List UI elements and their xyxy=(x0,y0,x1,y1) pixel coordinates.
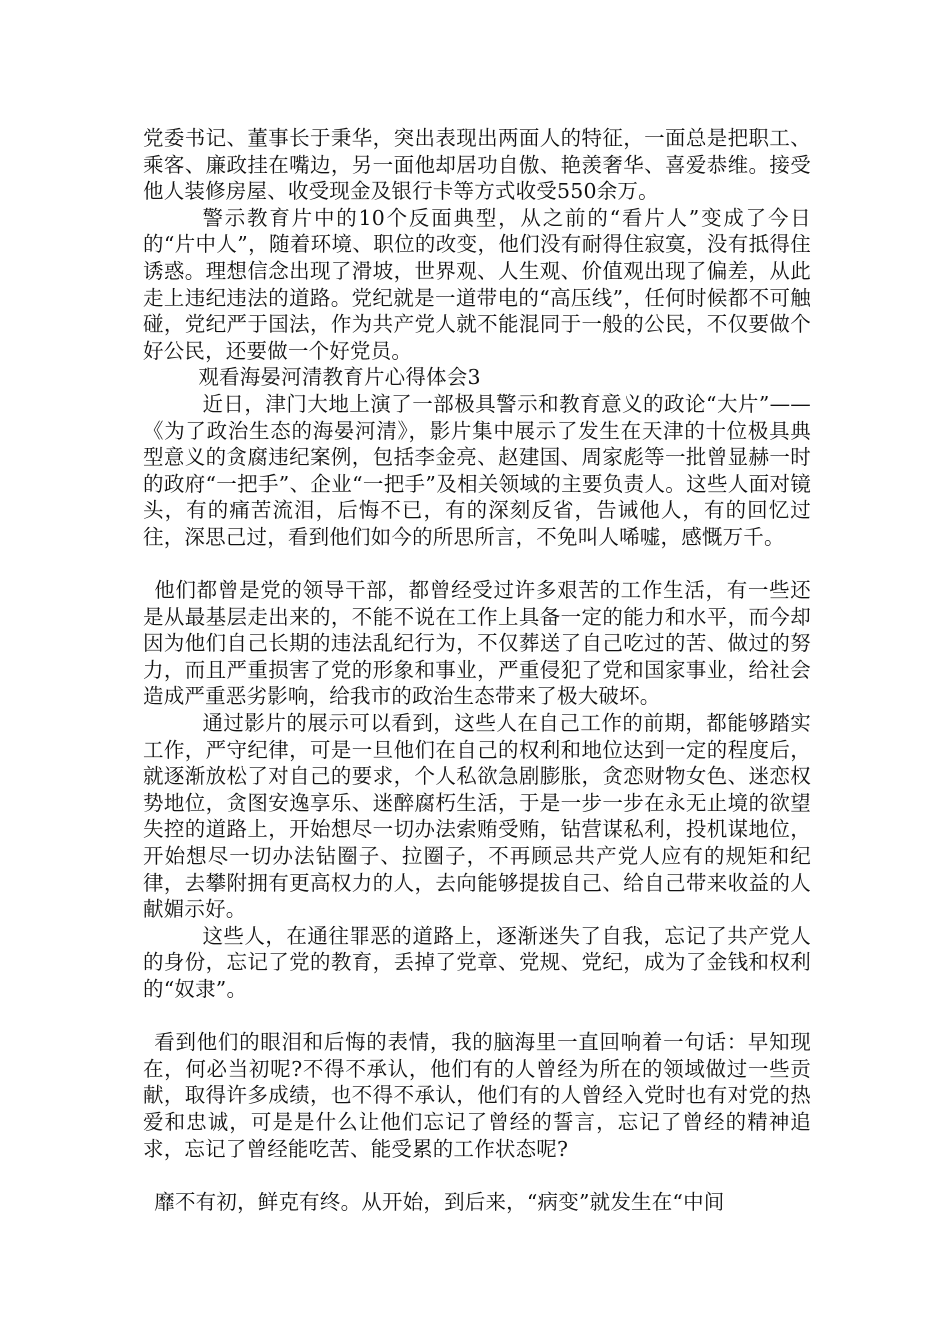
paragraph-8: 靡不有初，鲜克有终。从开始，到后来，“病变”就发生在“中间 xyxy=(154,1189,725,1214)
section-heading: 观看海晏河清教育片心得体会3 xyxy=(198,365,481,390)
paragraph-7: 看到他们的眼泪和后悔的表情，我的脑海里一直回响着一句话：早知现在，何必当初呢?不得不承认，他们有的人曾经为所在的领域做过一些贡献，取得许多成绩，也不得不承认，他们有的人曾经入党时也有对党的热爱和忠诚，可是是什么让他们忘记了曾经的誓言，忘记了曾经的精神追求，忘记了曾经能吃苦、能受累的工作状态呢? xyxy=(143,1030,811,1161)
paragraph-spacer xyxy=(143,1003,811,1030)
paragraph-3: 近日，津门大地上演了一部极具警示和教育意义的政论“大片”——《为了政治生态的海晏河清》，影片集中展示了发生在天津的十位极具典型意义的贪腐违纪案例，包括李金亮、赵建国、周家彪等一批曾显赫一时的政府“一把手”、企业“一把手”及相关领域的主要负责人。这些人面对镜头，有的痛苦流泪，后悔不已，有的深刻反省，告诫他人，有的回忆过往，深思己过，看到他们如今的所思所言，不免叫人唏嘘，感慨万千。 xyxy=(143,391,811,549)
paragraph-6: 这些人，在通往罪恶的道路上，逐渐迷失了自我，忘记了共产党人的身份，忘记了党的教育，丢掉了党章、党规、党纪，成为了金钱和权利的“奴隶”。 xyxy=(143,923,811,1001)
paragraph-4: 他们都曾是党的领导干部，都曾经受过许多艰苦的工作生活，有一些还是从最基层走出来的，不能不说在工作上具备一定的能力和水平，而今却因为他们自己长期的违法乱纪行为，不仅葬送了自己吃过的苦、做过的努力，而且严重损害了党的形象和事业，严重侵犯了党和国家事业，给社会造成严重恶劣影响，给我市的政治生态带来了极大破坏。 xyxy=(143,578,811,709)
paragraph-1: 党委书记、董事长于秉华，突出表现出两面人的特征，一面总是把职工、乘客、廉政挂在嘴边，另一面他却居功自傲、艳羡奢华、喜爱恭维。接受他人装修房屋、收受现金及银行卡等方式收受550余万。 xyxy=(143,126,811,204)
document-body xyxy=(143,125,811,1215)
paragraph-spacer xyxy=(143,551,811,578)
paragraph-2: 警示教育片中的10个反面典型，从之前的“看片人”变成了今日的“片中人”，随着环境、职位的改变，他们没有耐得住寂寞，没有抵得住诱惑。理想信念出现了滑坡，世界观、人生观、价值观出现了偏差，从此走上违纪违法的道路。党纪就是一道带电的“高压线”，任何时候都不可触碰，党纪严于国法，作为共产党人就不能混同于一般的公民，不仅要做个好公民，还要做一个好党员。 xyxy=(143,205,811,363)
paragraph-5: 通过影片的展示可以看到，这些人在自己工作的前期，都能够踏实工作，严守纪律，可是一旦他们在自己的权利和地位达到一定的程度后，就逐渐放松了对自己的要求，个人私欲急剧膨胀，贪恋财物女色、迷恋权势地位，贪图安逸享乐、迷醉腐朽生活，于是一步一步在永无止境的欲望失控的道路上，开始想尽一切办法索贿受贿，钻营谋私利，投机谋地位，开始想尽一切办法钻圈子、拉圈子，不再顾忌共产党人应有的规矩和纪律，去攀附拥有更高权力的人，去向能够提拔自己、给自己带来收益的人献媚示好。 xyxy=(143,711,811,922)
paragraph-spacer xyxy=(143,1162,811,1189)
